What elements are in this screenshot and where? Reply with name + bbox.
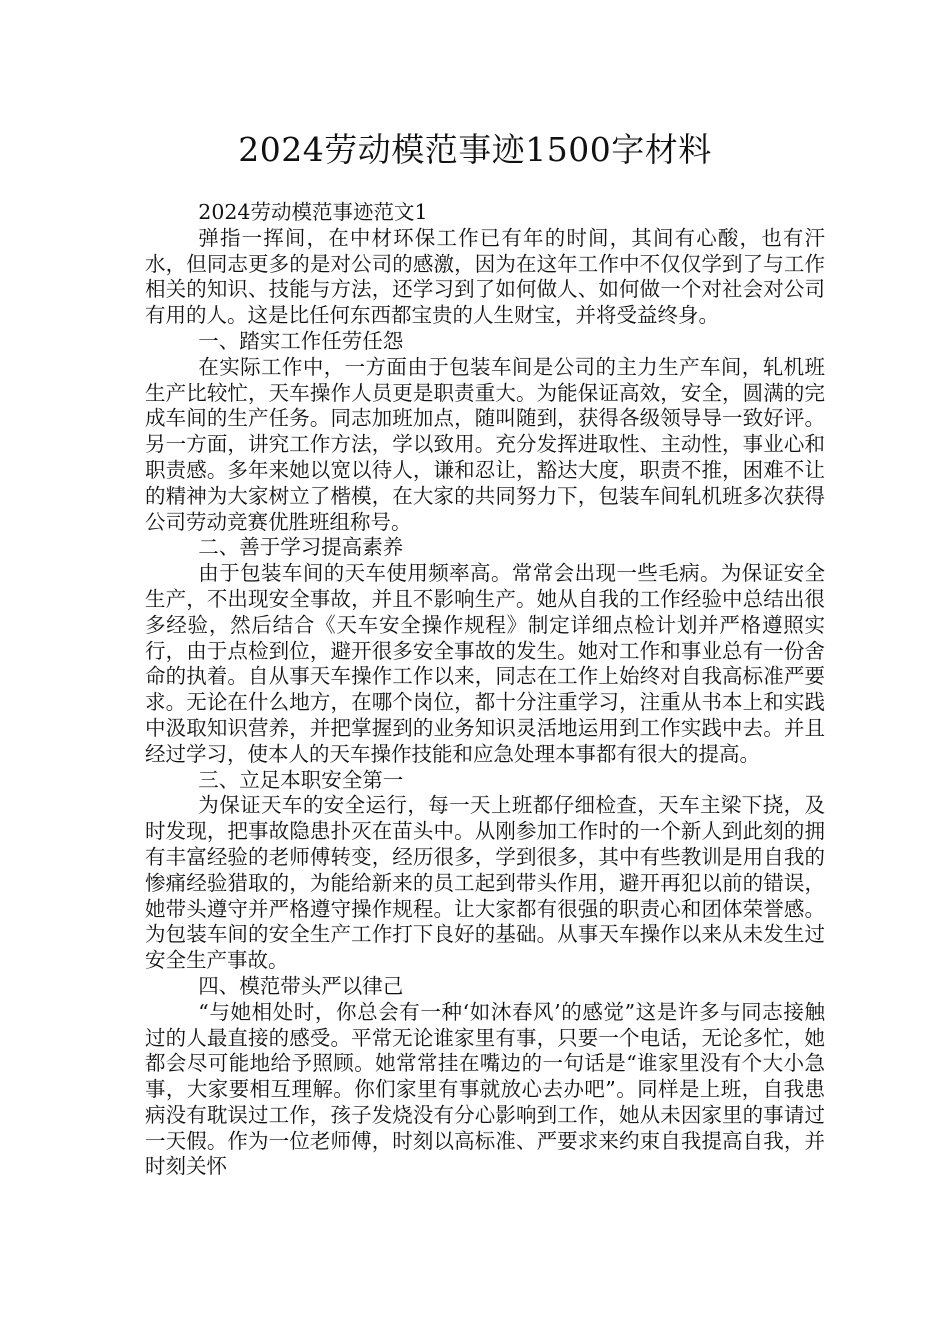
section-heading: 一、踏实工作任劳任怨 (198, 328, 404, 353)
body-paragraph: 由于包装车间的天车使用频率高。常常会出现一些毛病。为保证安全生产，不出现安全事故，并且不影响生产。她从自我的工作经验中总结出很多经验，然后结合《天车安全操作规程》制定详细点检计划并严格遵照实行，由于点检到位，避开很多安全事故的发生。她对工作和事业总有一份舍命的执着。自从事天车操作工作以来，同志在工作上始终对自我高标准严要求。无论在什么地方，在哪个岗位，都十分注重学习，注重从书本上和实践中汲取知识营养，并把掌握到的业务知识灵活地运用到工作实践中去。并且经过学习，使本人的天车操作技能和应急处理本事都有很大的提高。 (145, 561, 825, 766)
section-heading: 二、善于学习提高素养 (198, 535, 404, 560)
body-paragraph: 弹指一挥间，在中材环保工作已有年的时间，其间有心酸，也有汗水，但同志更多的是对公司的感激，因为在这年工作中不仅仅学到了与工作相关的知识、技能与方法，还学习到了如何做人、如何做一个对社会对公司有用的人。这是比任何东西都宝贵的人生财宝，并将受益终身。 (145, 225, 825, 328)
body-paragraph: 为保证天车的安全运行，每一天上班都仔细检查，天车主梁下挠，及时发现，把事故隐患扑灭在苗头中。从刚参加工作时的一个新人到此刻的拥有丰富经验的老师傅转变，经历很多，学到很多，其中有些教训是用自我的惨痛经验猎取的，为能给新来的员工起到带头作用，避开再犯以前的错误，她带头遵守并严格遵守操作规程。让大家都有很强的职责心和团体荣誉感。为包装车间的安全生产工作打下良好的基础。从事天车操作以来从未发生过安全生产事故。 (145, 793, 825, 973)
document-title: 2024劳动模范事迹1500字材料 (238, 130, 712, 169)
section-heading: 四、模范带头严以律己 (198, 973, 404, 998)
document-body (145, 200, 825, 1180)
section-heading: 三、立足本职安全第一 (198, 767, 404, 792)
subtitle-paragraph: 2024劳动模范事迹范文1 (198, 200, 428, 224)
body-paragraph: “与她相处时，你总会有一种‘如沐春风’的感觉”这是许多与同志接触过的人最直接的感受。平常无论谁家里有事，只要一个电话，无论多忙，她都会尽可能地给予照顾。她常常挂在嘴边的一句话是“谁家里没有个大小急事，大家要相互理解。你们家里有事就放心去办吧”。同样是上班，自我患病没有耽误过工作，孩子发烧没有分心影响到工作，她从未因家里的事请过一天假。作为一位老师傅，时刻以高标准、严要求来约束自我提高自我，并时刻关怀 (145, 999, 825, 1179)
body-paragraph: 在实际工作中，一方面由于包装车间是公司的主力生产车间，轧机班生产比较忙，天车操作人员更是职责重大。为能保证高效，安全，圆满的完成车间的生产任务。同志加班加点，随叫随到，获得各级领导导一致好评。另一方面，讲究工作方法，学以致用。充分发挥进取性、主动性，事业心和职责感。多年来她以宽以待人，谦和忍让，豁达大度，职责不推，困难不让的精神为大家树立了楷模，在大家的共同努力下，包装车间轧机班多次获得公司劳动竞赛优胜班组称号。 (145, 354, 825, 534)
